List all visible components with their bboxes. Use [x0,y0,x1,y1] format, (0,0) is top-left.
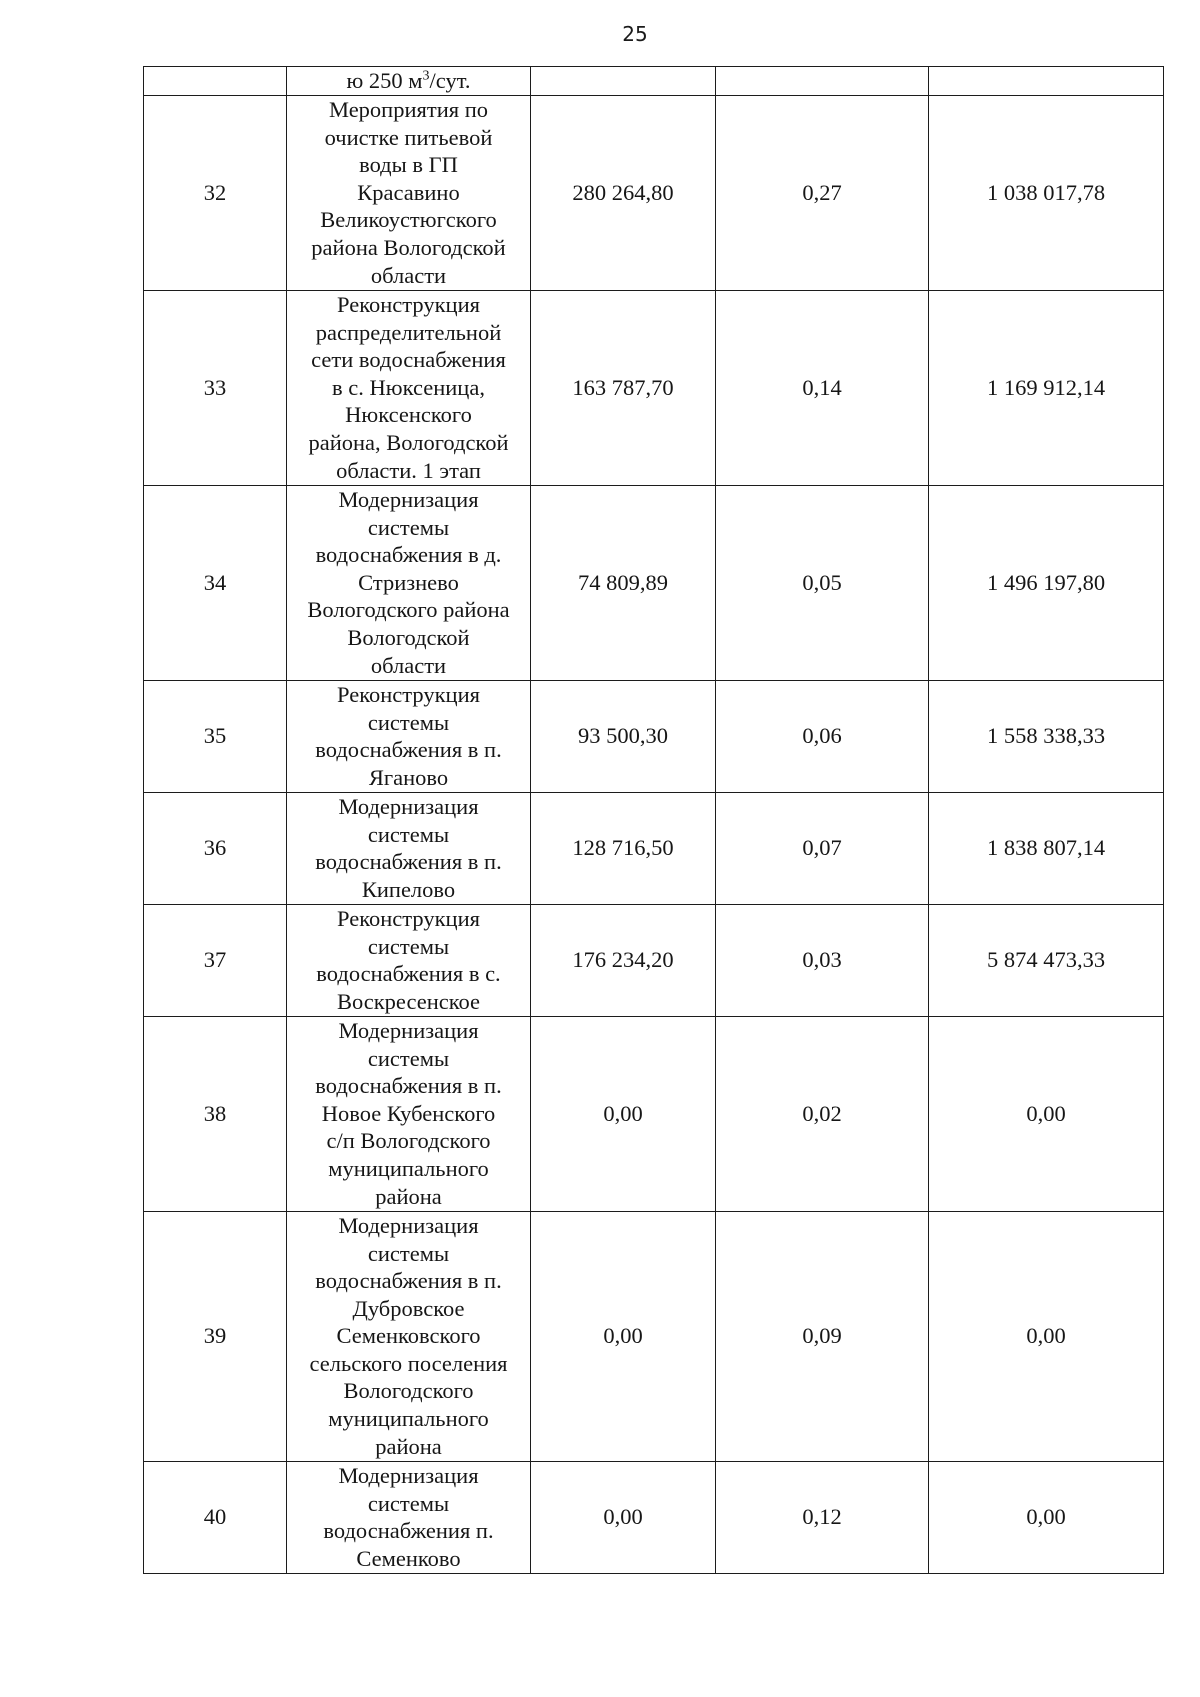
cell-name: Реконструкция распределительной сети водоснабжения в с. Нюксеница, Нюксенского района, Вологодской области. 1 этап [287,290,531,485]
table-row [144,904,1164,1016]
cell-col5: 1 038 017,78 [929,95,1164,290]
table-row [144,792,1164,904]
cell-number: 39 [144,1211,287,1461]
cell-col3: 0,00 [531,1461,716,1573]
cell-col5: 0,00 [929,1461,1164,1573]
cell-col3: 0,00 [531,1016,716,1211]
cell-col4: 0,07 [716,792,929,904]
cell-col3: 93 500,30 [531,680,716,792]
cell-col4: 0,14 [716,290,929,485]
cell-col3: 74 809,89 [531,485,716,680]
cell-name: Модернизация системы водоснабжения в д. Стризнево Вологодского района Вологодской области [287,485,531,680]
data-table [143,66,1164,1574]
cell-col5: 1 169 912,14 [929,290,1164,485]
cell-name: Модернизация системы водоснабжения п. Семенково [287,1461,531,1573]
cell-number: 34 [144,485,287,680]
cell-col3: 163 787,70 [531,290,716,485]
cell-col4: 0,12 [716,1461,929,1573]
cell-col4: 0,06 [716,680,929,792]
cell-name: Реконструкция системы водоснабжения в п. Яганово [287,680,531,792]
cell-col5 [929,67,1164,96]
cell-number [144,67,287,96]
table-row [144,1016,1164,1211]
table-row [144,1211,1164,1461]
table-row [144,290,1164,485]
cell-number: 37 [144,904,287,1016]
cell-name: Модернизация системы водоснабжения в п. Новое Кубенского с/п Вологодского муниципального района [287,1016,531,1211]
cell-col5: 1 496 197,80 [929,485,1164,680]
cell-number: 38 [144,1016,287,1211]
cell-col3: 128 716,50 [531,792,716,904]
cell-col3: 280 264,80 [531,95,716,290]
cell-col4: 0,27 [716,95,929,290]
table-row [144,680,1164,792]
table-row [144,1461,1164,1573]
cell-col4 [716,67,929,96]
cell-number: 36 [144,792,287,904]
cell-col5: 0,00 [929,1016,1164,1211]
cell-number: 33 [144,290,287,485]
cell-number: 40 [144,1461,287,1573]
table-row-continuation [144,67,1164,96]
cell-col5: 0,00 [929,1211,1164,1461]
page-number: 25 [622,22,648,46]
cell-col3: 0,00 [531,1211,716,1461]
cell-number: 35 [144,680,287,792]
cell-name: ю 250 $м^3$/сут. [287,67,531,96]
table-row [144,95,1164,290]
cell-col4: 0,02 [716,1016,929,1211]
cell-name: Реконструкция системы водоснабжения в с. Воскресенское [287,904,531,1016]
cell-name: Модернизация системы водоснабжения в п. Кипелово [287,792,531,904]
cell-col5: 5 874 473,33 [929,904,1164,1016]
cell-col4: 0,09 [716,1211,929,1461]
cell-number: 32 [144,95,287,290]
cell-col5: 1 838 807,14 [929,792,1164,904]
table-row [144,485,1164,680]
cell-col4: 0,05 [716,485,929,680]
cell-col3 [531,67,716,96]
cell-col4: 0,03 [716,904,929,1016]
cell-col5: 1 558 338,33 [929,680,1164,792]
cell-name: Модернизация системы водоснабжения в п. Дубровское Семенковского сельского поселения Вологодского муниципального района [287,1211,531,1461]
cell-col3: 176 234,20 [531,904,716,1016]
cell-name: Мероприятия по очистке питьевой воды в ГП Красавино Великоустюгского района Вологодской области [287,95,531,290]
